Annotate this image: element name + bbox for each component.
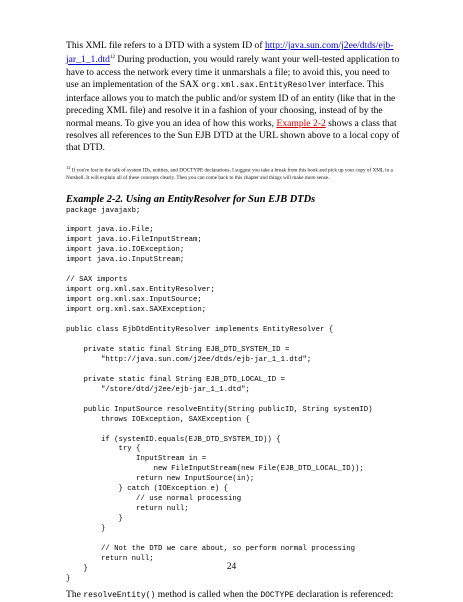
page-content xyxy=(66,40,402,602)
intro-text-3: interface. This interface allows you to match the public and/or system ID of an entity (like that in the preceding XML file) and resolve it in a fashion of your choosing, instead of by the normal means. To give you an idea of how this works, xyxy=(66,79,396,129)
footnote-text: If you're lost in the talk of system IDs, entities, and DOCTYPE declarations, I suggest you take a break from this book and pick up your copy of XML in a Nutshell. It will explain all of these concepts clearly. Then you can come back to this chapter and things will make more sense. xyxy=(66,167,393,181)
intro-text-2: During production, you would rarely want your well-tested application to have to access the network every time it unmarshals a file; to avoid this, you need to use an implementation of the SAX xyxy=(66,54,400,91)
intro-text-1: This XML file refers to a DTD with a system ID of xyxy=(66,40,265,51)
dtd-url-link[interactable]: http://java.sun.com/j2ee/dtds/ejb-jar_1_1.dtd xyxy=(66,40,394,66)
footnote-marker[interactable]: 12 xyxy=(109,55,115,61)
footnote-number: 12 xyxy=(66,164,71,170)
intro-text-4: shows a class that resolves all references to the Sun EJB DTD at the URL shown above to a local copy of that DTD. xyxy=(66,117,400,154)
example-link[interactable]: Example 2-2 xyxy=(276,117,326,129)
example-title: Example 2-2. Using an EntityResolver for Sun EJB DTDs xyxy=(66,193,316,205)
doctype-code: DOCTYPE xyxy=(260,590,294,600)
resolve-entity-code: resolveEntity() xyxy=(83,590,156,600)
closing-text-1: The xyxy=(66,588,84,600)
closing-paragraph xyxy=(66,589,402,602)
code-listing: package javajaxb; import java.io.File; import java.io.FileInputStream; import java.io.IOException; import java.io.InputStream; // SAX imports import org.xml.sax.EntityResolver; import org.xml.sax.InputSource; import org.xml.sax.SAXException; public class EjbDtdEntityResolver implements EntityResolver { private static final String EJB_DTD_SYSTEM_ID = "http://java.sun.com/j2ee/dtds/ejb-jar_1_1.dtd"; private static final String EJB_DTD_LOCAL_ID = "/store/dtd/j2ee/ejb-jar_1_1.dtd"; public InputSource resolveEntity(String publicID, String systemID) throws IOException, SAXException { if (systemID.equals(EJB_DTD_SYSTEM_ID)) { try { InputStream in = new FileInputStream(new File(EJB_DTD_LOCAL_ID)); return new InputSource(in); } catch (IOException e) { // use normal processing return null; } } // Not the DTD we care about, so perform normal processing return null; } } xyxy=(66,206,373,583)
intro-paragraph xyxy=(66,40,402,155)
page-number: 24 xyxy=(226,562,237,572)
closing-text-3: declaration is referenced: xyxy=(293,588,394,600)
closing-text-2: method is called when the xyxy=(155,588,261,600)
footnote xyxy=(66,164,402,182)
entity-resolver-code: org.xml.sax.EntityResolver xyxy=(201,81,327,91)
